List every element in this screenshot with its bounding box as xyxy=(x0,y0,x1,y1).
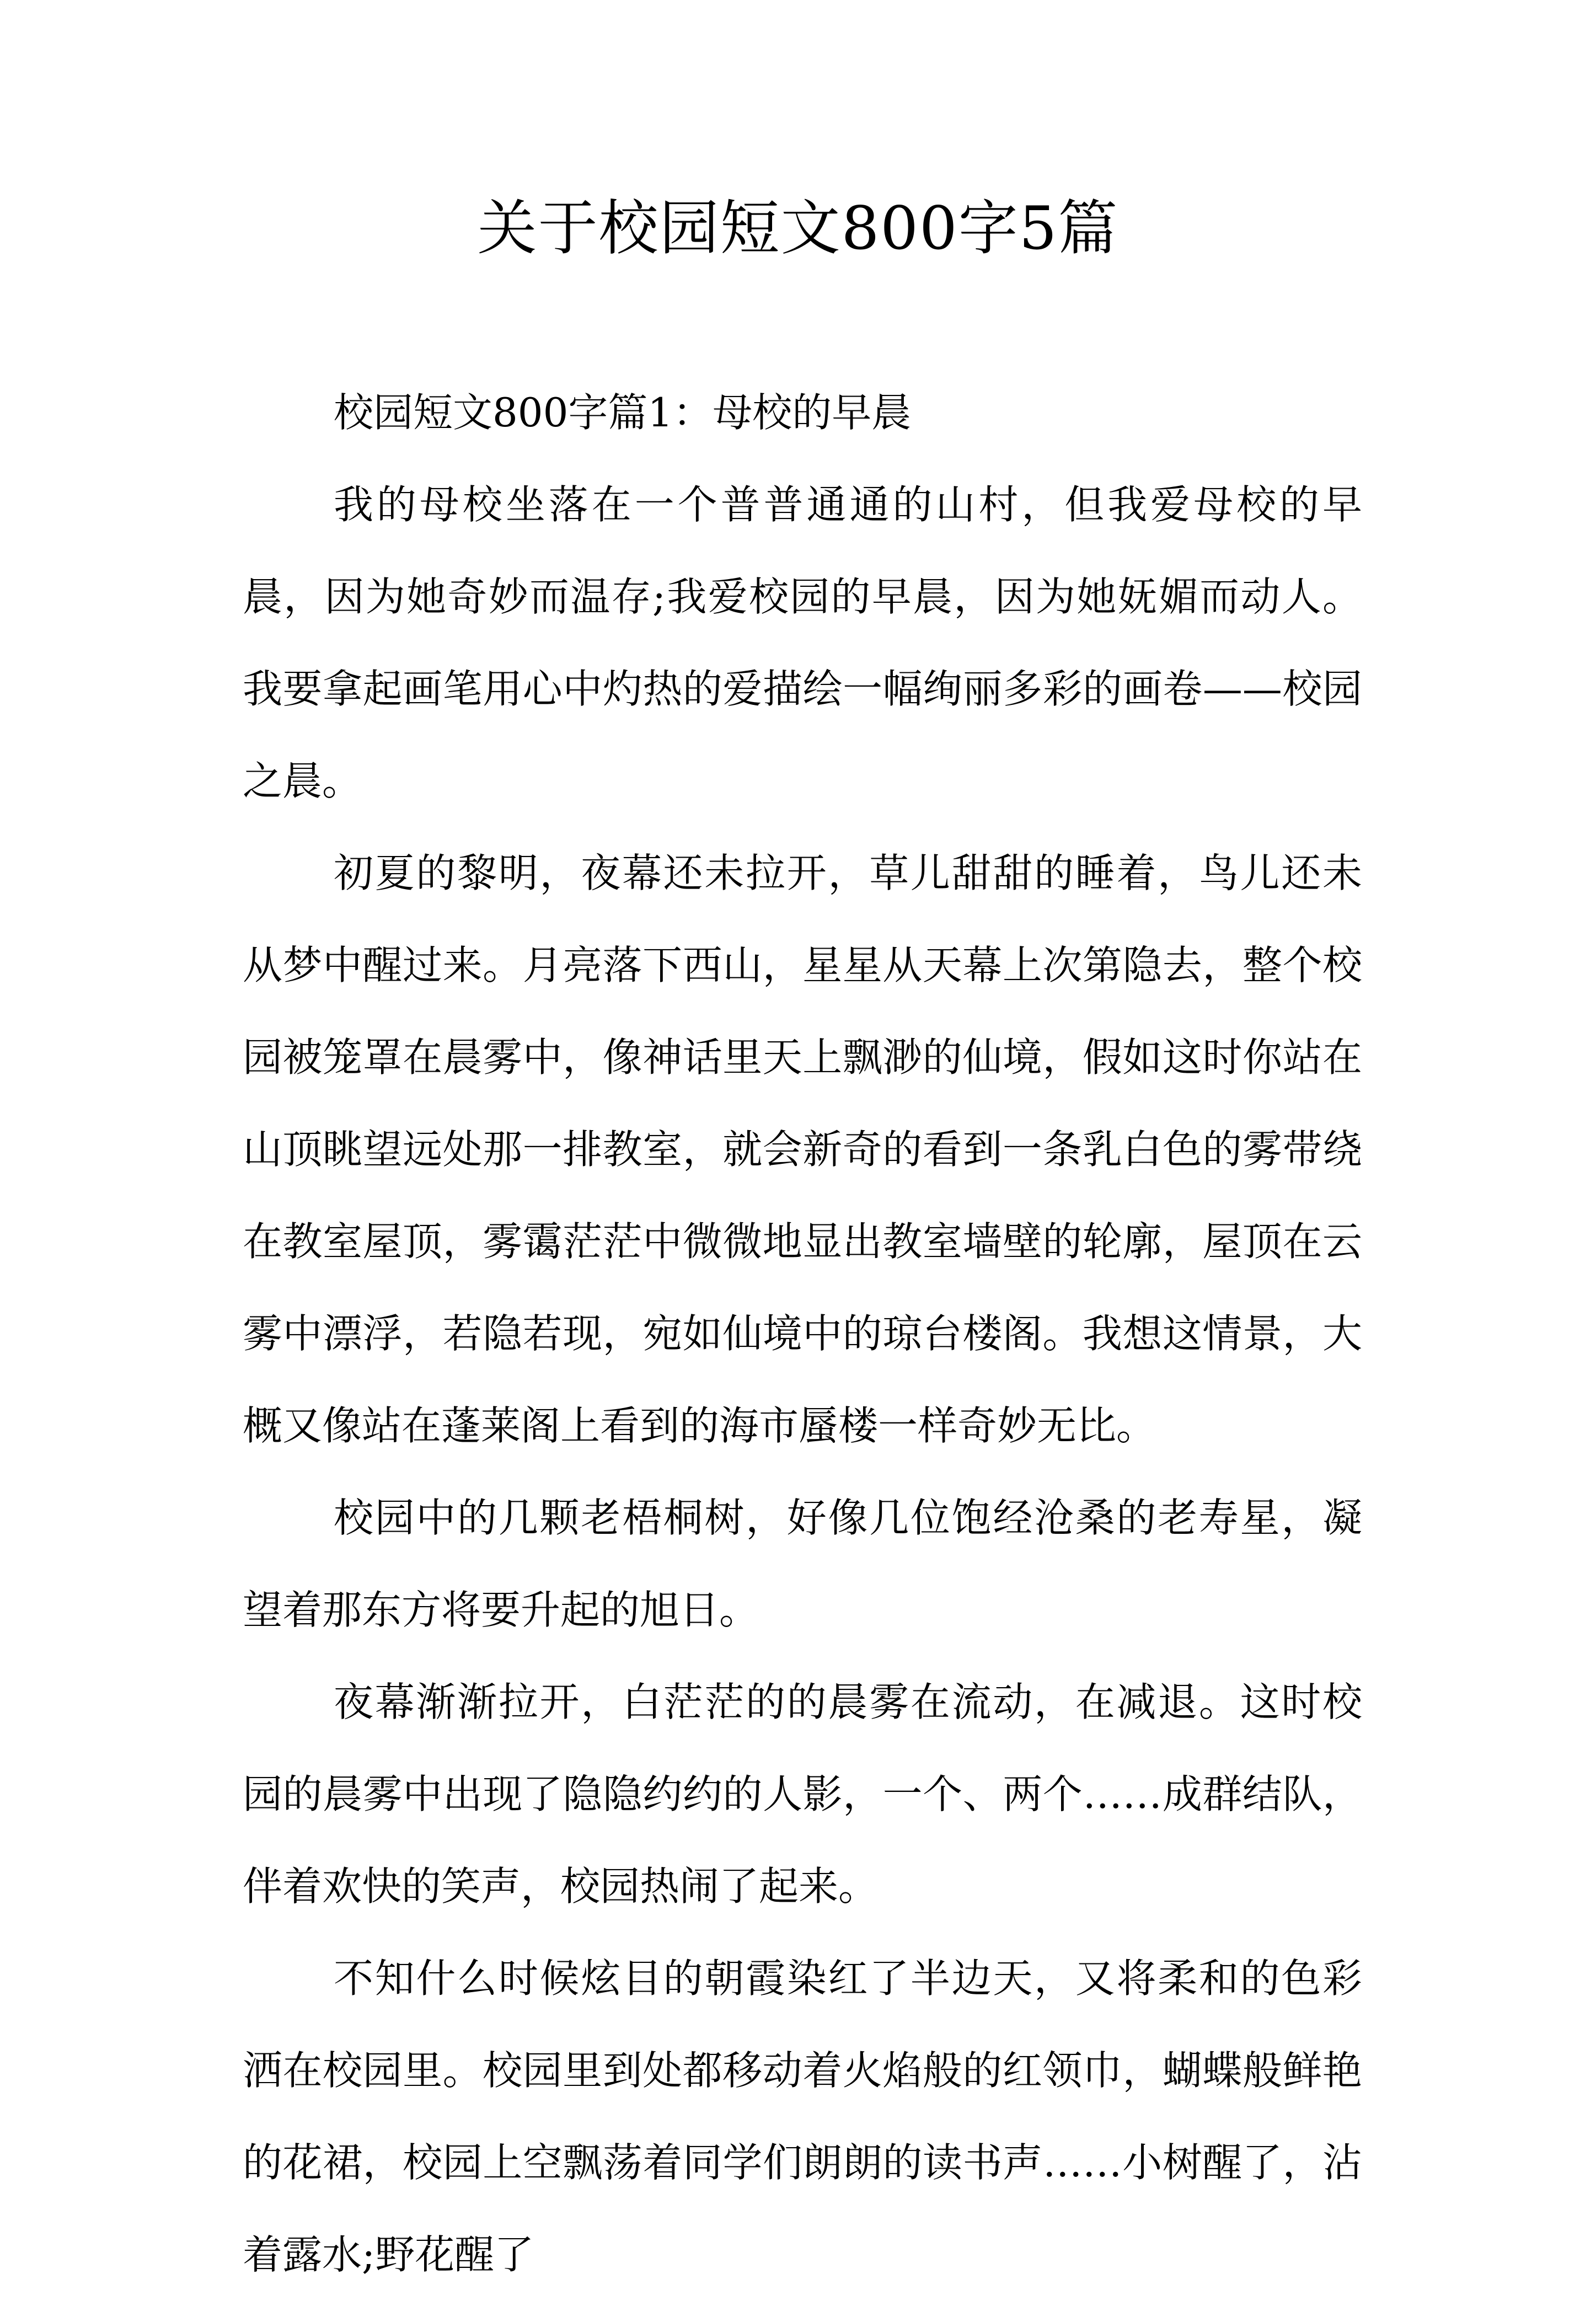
paragraph: 不知什么时候炫目的朝霞染红了半边天，又将柔和的色彩洒在校园里。校园里到处都移动着火焰般的红领巾，蝴蝶般鲜艳的花裙，校园上空飘荡着同学们朗朗的读书声……小树醒了，沾着露水;野花醒了 xyxy=(243,1955,1362,2278)
paragraph: 夜幕渐渐拉开，白茫茫的的晨雾在流动，在减退。这时校园的晨雾中出现了隐隐约约的人影，一个、两个……成群结队，伴着欢快的笑声，校园热闹了起来。 xyxy=(243,1679,1362,1909)
document-body xyxy=(243,367,1362,2301)
section-heading: 校园短文800字篇1：母校的早晨 xyxy=(334,389,912,436)
paragraph: 我的母校坐落在一个普普通通的山村，但我爱母校的早晨，因为她奇妙而温存;我爱校园的早晨，因为她妩媚而动人。我要拿起画笔用心中灼热的爱描绘一幅绚丽多彩的画卷——校园之晨。 xyxy=(243,481,1362,804)
paragraph: 初夏的黎明，夜幕还未拉开，草儿甜甜的睡着，鸟儿还未从梦中醒过来。月亮落下西山，星星从天幕上次第隐去，整个校园被笼罩在晨雾中，像神话里天上飘渺的仙境，假如这时你站在山顶眺望远处那一排教室，就会新奇的看到一条乳白色的雾带绕在教室屋顶，雾霭茫茫中微微地显出教室墙壁的轮廓，屋顶在云雾中漂浮，若隐若现，宛如仙境中的琼台楼阁。我想这情景，大概又像站在蓬莱阁上看到的海市蜃楼一样奇妙无比。 xyxy=(243,850,1362,1449)
document-title: 关于校园短文800字5篇 xyxy=(477,194,1119,263)
paragraph: 校园中的几颗老梧桐树，好像几位饱经沧桑的老寿星，凝望着那东方将要升起的旭日。 xyxy=(243,1495,1362,1633)
